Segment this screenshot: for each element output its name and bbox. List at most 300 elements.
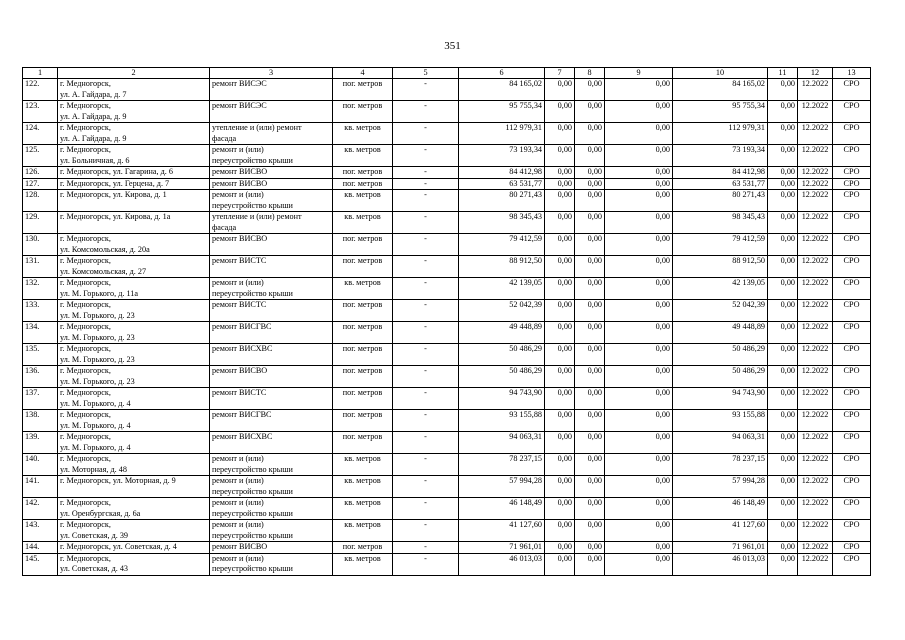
total-cost-cell: 79 412,59 <box>459 234 545 256</box>
fund-cost-cell: 0,00 <box>545 542 575 554</box>
regional-cost-cell: 0,00 <box>575 212 605 234</box>
other-cost-cell: 0,00 <box>768 322 798 344</box>
table-row <box>23 542 871 554</box>
work-type-cell <box>210 454 333 476</box>
address-cell-line: ул. Оренбургская, д. 6а <box>60 508 141 518</box>
regional-cost-cell: 0,00 <box>575 190 605 212</box>
address-cell <box>58 454 210 476</box>
deadline-cell: 12.2022 <box>798 498 833 520</box>
total-cost-cell: 80 271,43 <box>459 190 545 212</box>
fund-cost-cell: 0,00 <box>545 520 575 542</box>
local-cost-cell: 0,00 <box>605 278 673 300</box>
unit-cell: кв. метров <box>333 454 393 476</box>
volume-cell: - <box>393 212 459 234</box>
table-row <box>23 366 871 388</box>
fund-cost-cell: 0,00 <box>545 145 575 167</box>
address-cell-line: г. Медногорск, <box>60 145 111 154</box>
regional-cost-cell: 0,00 <box>575 388 605 410</box>
address-cell-line: ул. Моторная, д. 48 <box>60 464 127 474</box>
volume-cell: - <box>393 178 459 190</box>
local-cost-cell: 0,00 <box>605 123 673 145</box>
table-row <box>23 256 871 278</box>
row-number-cell: 124. <box>23 123 58 145</box>
deadline-cell: 12.2022 <box>798 553 833 575</box>
table-row <box>23 432 871 454</box>
owners-cost-cell: 79 412,59 <box>673 234 768 256</box>
method-cell: СРО <box>833 520 871 542</box>
work-type-cell-line: переустройство крыши <box>212 486 293 496</box>
unit-cell: кв. метров <box>333 498 393 520</box>
address-cell-line: ул. М. Горького, д. 23 <box>60 310 135 320</box>
address-cell <box>58 344 210 366</box>
fund-cost-cell: 0,00 <box>545 79 575 101</box>
address-cell-line: г. Медногорск, <box>60 79 111 88</box>
row-number-cell: 138. <box>23 410 58 432</box>
row-number-cell: 131. <box>23 256 58 278</box>
other-cost-cell: 0,00 <box>768 212 798 234</box>
work-type-cell-line: ремонт и (или) <box>212 190 264 199</box>
fund-cost-cell: 0,00 <box>545 256 575 278</box>
table-row <box>23 300 871 322</box>
address-cell-line: ул. М. Горького, д. 4 <box>60 442 131 452</box>
local-cost-cell: 0,00 <box>605 388 673 410</box>
other-cost-cell: 0,00 <box>768 344 798 366</box>
method-cell: СРО <box>833 190 871 212</box>
local-cost-cell: 0,00 <box>605 520 673 542</box>
volume-cell: - <box>393 167 459 179</box>
owners-cost-cell: 46 013,03 <box>673 553 768 575</box>
regional-cost-cell: 0,00 <box>575 322 605 344</box>
other-cost-cell: 0,00 <box>768 366 798 388</box>
regional-cost-cell: 0,00 <box>575 167 605 179</box>
owners-cost-cell: 95 755,34 <box>673 101 768 123</box>
table-body <box>23 79 871 576</box>
row-number-cell: 123. <box>23 101 58 123</box>
owners-cost-cell: 112 979,31 <box>673 123 768 145</box>
work-type-cell-line: ремонт ВИСЭС <box>212 101 267 110</box>
address-cell <box>58 300 210 322</box>
unit-cell: пог. метров <box>333 322 393 344</box>
owners-cost-cell: 94 063,31 <box>673 432 768 454</box>
method-cell: СРО <box>833 542 871 554</box>
deadline-cell: 12.2022 <box>798 212 833 234</box>
table-row <box>23 101 871 123</box>
address-cell-line: г. Медногорск, <box>60 366 111 375</box>
address-cell <box>58 167 210 179</box>
work-type-cell-line: ремонт ВИСХВС <box>212 344 273 353</box>
method-cell: СРО <box>833 256 871 278</box>
volume-cell: - <box>393 234 459 256</box>
volume-cell: - <box>393 410 459 432</box>
registry-table <box>22 67 871 576</box>
owners-cost-cell: 50 486,29 <box>673 344 768 366</box>
address-cell-line: г. Медногорск, <box>60 553 111 563</box>
total-cost-cell: 94 063,31 <box>459 432 545 454</box>
fund-cost-cell: 0,00 <box>545 278 575 300</box>
column-header-6: 6 <box>459 68 545 79</box>
column-number-header <box>23 68 871 79</box>
unit-cell: кв. метров <box>333 123 393 145</box>
column-header-11: 11 <box>768 68 798 79</box>
volume-cell: - <box>393 300 459 322</box>
unit-cell: кв. метров <box>333 520 393 542</box>
unit-cell: пог. метров <box>333 410 393 432</box>
owners-cost-cell: 71 961,01 <box>673 542 768 554</box>
work-type-cell-line: переустройство крыши <box>212 155 293 165</box>
row-number-cell: 134. <box>23 322 58 344</box>
address-cell-line: ул. М. Горького, д. 4 <box>60 420 131 430</box>
owners-cost-cell: 52 042,39 <box>673 300 768 322</box>
unit-cell: пог. метров <box>333 256 393 278</box>
work-type-cell <box>210 366 333 388</box>
work-type-cell-line: ремонт и (или) <box>212 454 264 463</box>
table-row <box>23 178 871 190</box>
owners-cost-cell: 93 155,88 <box>673 410 768 432</box>
fund-cost-cell: 0,00 <box>545 190 575 212</box>
address-cell <box>58 256 210 278</box>
deadline-cell: 12.2022 <box>798 123 833 145</box>
address-cell-line: г. Медногорск, <box>60 101 111 110</box>
address-cell <box>58 190 210 212</box>
volume-cell: - <box>393 476 459 498</box>
work-type-cell-line: ремонт ВИСТС <box>212 388 267 397</box>
work-type-cell-line: ремонт ВИСТС <box>212 300 267 309</box>
volume-cell: - <box>393 542 459 554</box>
address-cell-line: ул. А. Гайдара, д. 9 <box>60 133 127 143</box>
owners-cost-cell: 78 237,15 <box>673 454 768 476</box>
total-cost-cell: 84 412,98 <box>459 167 545 179</box>
total-cost-cell: 98 345,43 <box>459 212 545 234</box>
total-cost-cell: 63 531,77 <box>459 178 545 190</box>
method-cell: СРО <box>833 553 871 575</box>
other-cost-cell: 0,00 <box>768 145 798 167</box>
address-cell-line: г. Медногорск, <box>60 300 111 309</box>
other-cost-cell: 0,00 <box>768 300 798 322</box>
fund-cost-cell: 0,00 <box>545 212 575 234</box>
table-row <box>23 553 871 575</box>
address-cell-line: ул. Советская, д. 43 <box>60 564 129 573</box>
fund-cost-cell: 0,00 <box>545 344 575 366</box>
unit-cell: пог. метров <box>333 300 393 322</box>
method-cell: СРО <box>833 278 871 300</box>
total-cost-cell: 52 042,39 <box>459 300 545 322</box>
address-cell <box>58 498 210 520</box>
address-cell <box>58 212 210 234</box>
deadline-cell: 12.2022 <box>798 167 833 179</box>
deadline-cell: 12.2022 <box>798 476 833 498</box>
work-type-cell-line: ремонт ВИСГВС <box>212 410 272 419</box>
other-cost-cell: 0,00 <box>768 178 798 190</box>
volume-cell: - <box>393 145 459 167</box>
total-cost-cell: 78 237,15 <box>459 454 545 476</box>
deadline-cell: 12.2022 <box>798 256 833 278</box>
unit-cell: кв. метров <box>333 476 393 498</box>
address-cell-line: г. Медногорск, ул. Кирова, д. 1а <box>60 212 171 221</box>
local-cost-cell: 0,00 <box>605 476 673 498</box>
regional-cost-cell: 0,00 <box>575 101 605 123</box>
table-row <box>23 79 871 101</box>
work-type-cell-line: ремонт и (или) <box>212 498 264 507</box>
owners-cost-cell: 98 345,43 <box>673 212 768 234</box>
work-type-cell-line: ремонт и (или) <box>212 145 264 154</box>
local-cost-cell: 0,00 <box>605 432 673 454</box>
row-number-cell: 122. <box>23 79 58 101</box>
local-cost-cell: 0,00 <box>605 178 673 190</box>
other-cost-cell: 0,00 <box>768 476 798 498</box>
owners-cost-cell: 63 531,77 <box>673 178 768 190</box>
owners-cost-cell: 49 448,89 <box>673 322 768 344</box>
column-header-7: 7 <box>545 68 575 79</box>
other-cost-cell: 0,00 <box>768 498 798 520</box>
unit-cell: пог. метров <box>333 178 393 190</box>
volume-cell: - <box>393 498 459 520</box>
table-row <box>23 234 871 256</box>
work-type-cell-line: переустройство крыши <box>212 464 293 474</box>
row-number-cell: 144. <box>23 542 58 554</box>
deadline-cell: 12.2022 <box>798 190 833 212</box>
unit-cell: кв. метров <box>333 553 393 575</box>
method-cell: СРО <box>833 123 871 145</box>
deadline-cell: 12.2022 <box>798 542 833 554</box>
local-cost-cell: 0,00 <box>605 366 673 388</box>
address-cell-line: ул. Советская, д. 39 <box>60 530 129 540</box>
work-type-cell-line: ремонт ВИСГВС <box>212 322 272 331</box>
work-type-cell-line: ремонт ВИСТС <box>212 256 267 265</box>
fund-cost-cell: 0,00 <box>545 322 575 344</box>
other-cost-cell: 0,00 <box>768 520 798 542</box>
volume-cell: - <box>393 123 459 145</box>
regional-cost-cell: 0,00 <box>575 300 605 322</box>
address-cell-line: г. Медногорск, <box>60 344 111 353</box>
column-header-10: 10 <box>673 68 768 79</box>
address-cell <box>58 178 210 190</box>
unit-cell: пог. метров <box>333 344 393 366</box>
method-cell: СРО <box>833 212 871 234</box>
address-cell <box>58 278 210 300</box>
work-type-cell <box>210 300 333 322</box>
regional-cost-cell: 0,00 <box>575 256 605 278</box>
work-type-cell <box>210 79 333 101</box>
address-cell-line: г. Медногорск, ул. Кирова, д. 1 <box>60 190 167 199</box>
address-cell <box>58 101 210 123</box>
fund-cost-cell: 0,00 <box>545 476 575 498</box>
work-type-cell-line: ремонт ВИСВО <box>212 178 268 188</box>
fund-cost-cell: 0,00 <box>545 432 575 454</box>
local-cost-cell: 0,00 <box>605 79 673 101</box>
other-cost-cell: 0,00 <box>768 454 798 476</box>
table-row <box>23 123 871 145</box>
local-cost-cell: 0,00 <box>605 344 673 366</box>
local-cost-cell: 0,00 <box>605 256 673 278</box>
address-cell <box>58 388 210 410</box>
deadline-cell: 12.2022 <box>798 145 833 167</box>
volume-cell: - <box>393 432 459 454</box>
regional-cost-cell: 0,00 <box>575 553 605 575</box>
method-cell: СРО <box>833 454 871 476</box>
regional-cost-cell: 0,00 <box>575 476 605 498</box>
other-cost-cell: 0,00 <box>768 167 798 179</box>
address-cell-line: ул. М. Горького, д. 4 <box>60 398 131 408</box>
work-type-cell <box>210 542 333 554</box>
work-type-cell <box>210 123 333 145</box>
address-cell-line: ул. М. Горького, д. 23 <box>60 376 135 386</box>
method-cell: СРО <box>833 234 871 256</box>
deadline-cell: 12.2022 <box>798 388 833 410</box>
address-cell-line: ул. Комсомольская, д. 27 <box>60 266 147 276</box>
address-cell-line: г. Медногорск, <box>60 234 111 243</box>
row-number-cell: 125. <box>23 145 58 167</box>
other-cost-cell: 0,00 <box>768 256 798 278</box>
table-row <box>23 498 871 520</box>
work-type-cell-line: переустройство крыши <box>212 564 293 573</box>
method-cell: СРО <box>833 410 871 432</box>
address-cell <box>58 79 210 101</box>
work-type-cell-line: переустройство крыши <box>212 508 293 518</box>
deadline-cell: 12.2022 <box>798 344 833 366</box>
address-cell-line: г. Медногорск, <box>60 498 111 507</box>
volume-cell: - <box>393 520 459 542</box>
fund-cost-cell: 0,00 <box>545 101 575 123</box>
address-cell-line: ул. Больничная, д. 6 <box>60 155 130 165</box>
row-number-cell: 136. <box>23 366 58 388</box>
work-type-cell-line: ремонт ВИСВО <box>212 366 268 375</box>
volume-cell: - <box>393 190 459 212</box>
other-cost-cell: 0,00 <box>768 79 798 101</box>
table-row <box>23 145 871 167</box>
work-type-cell <box>210 432 333 454</box>
regional-cost-cell: 0,00 <box>575 366 605 388</box>
work-type-cell-line: ремонт ВИСХВС <box>212 432 273 441</box>
fund-cost-cell: 0,00 <box>545 366 575 388</box>
regional-cost-cell: 0,00 <box>575 145 605 167</box>
volume-cell: - <box>393 101 459 123</box>
work-type-cell <box>210 498 333 520</box>
regional-cost-cell: 0,00 <box>575 542 605 554</box>
address-cell-line: г. Медногорск, ул. Советская, д. 4 <box>60 542 177 551</box>
volume-cell: - <box>393 256 459 278</box>
fund-cost-cell: 0,00 <box>545 553 575 575</box>
work-type-cell <box>210 234 333 256</box>
address-cell <box>58 410 210 432</box>
address-cell <box>58 520 210 542</box>
work-type-cell <box>210 256 333 278</box>
work-type-cell <box>210 344 333 366</box>
unit-cell: пог. метров <box>333 366 393 388</box>
local-cost-cell: 0,00 <box>605 212 673 234</box>
column-header-4: 4 <box>333 68 393 79</box>
fund-cost-cell: 0,00 <box>545 123 575 145</box>
table-row <box>23 520 871 542</box>
owners-cost-cell: 80 271,43 <box>673 190 768 212</box>
address-cell <box>58 476 210 498</box>
local-cost-cell: 0,00 <box>605 410 673 432</box>
unit-cell: пог. метров <box>333 234 393 256</box>
table-row <box>23 322 871 344</box>
row-number-cell: 133. <box>23 300 58 322</box>
row-number-cell: 145. <box>23 553 58 575</box>
other-cost-cell: 0,00 <box>768 278 798 300</box>
method-cell: СРО <box>833 498 871 520</box>
deadline-cell: 12.2022 <box>798 278 833 300</box>
row-number-cell: 130. <box>23 234 58 256</box>
row-number-cell: 140. <box>23 454 58 476</box>
regional-cost-cell: 0,00 <box>575 498 605 520</box>
regional-cost-cell: 0,00 <box>575 79 605 101</box>
row-number-cell: 137. <box>23 388 58 410</box>
address-cell-line: г. Медногорск, <box>60 123 111 132</box>
work-type-cell-line: переустройство крыши <box>212 288 293 298</box>
total-cost-cell: 50 486,29 <box>459 366 545 388</box>
address-cell <box>58 145 210 167</box>
deadline-cell: 12.2022 <box>798 454 833 476</box>
work-type-cell-line: ремонт и (или) <box>212 553 264 563</box>
work-type-cell-line: утепление и (или) ремонт <box>212 123 302 132</box>
owners-cost-cell: 46 148,49 <box>673 498 768 520</box>
volume-cell: - <box>393 454 459 476</box>
address-cell-line: г. Медногорск, <box>60 388 111 397</box>
deadline-cell: 12.2022 <box>798 101 833 123</box>
table-row <box>23 190 871 212</box>
volume-cell: - <box>393 553 459 575</box>
local-cost-cell: 0,00 <box>605 553 673 575</box>
total-cost-cell: 112 979,31 <box>459 123 545 145</box>
local-cost-cell: 0,00 <box>605 498 673 520</box>
owners-cost-cell: 57 994,28 <box>673 476 768 498</box>
volume-cell: - <box>393 322 459 344</box>
other-cost-cell: 0,00 <box>768 123 798 145</box>
regional-cost-cell: 0,00 <box>575 520 605 542</box>
deadline-cell: 12.2022 <box>798 234 833 256</box>
row-number-cell: 135. <box>23 344 58 366</box>
row-number-cell: 126. <box>23 167 58 179</box>
other-cost-cell: 0,00 <box>768 410 798 432</box>
column-header-13: 13 <box>833 68 871 79</box>
column-header-12: 12 <box>798 68 833 79</box>
total-cost-cell: 41 127,60 <box>459 520 545 542</box>
regional-cost-cell: 0,00 <box>575 234 605 256</box>
work-type-cell <box>210 101 333 123</box>
row-number-cell: 127. <box>23 178 58 190</box>
deadline-cell: 12.2022 <box>798 322 833 344</box>
owners-cost-cell: 88 912,50 <box>673 256 768 278</box>
regional-cost-cell: 0,00 <box>575 410 605 432</box>
unit-cell: пог. метров <box>333 79 393 101</box>
address-cell-line: г. Медногорск, <box>60 256 111 265</box>
work-type-cell-line: ремонт ВИСВО <box>212 167 268 176</box>
deadline-cell: 12.2022 <box>798 300 833 322</box>
fund-cost-cell: 0,00 <box>545 234 575 256</box>
work-type-cell-line: ремонт ВИСЭС <box>212 79 267 88</box>
work-type-cell <box>210 178 333 190</box>
page-number: 351 <box>444 40 461 52</box>
other-cost-cell: 0,00 <box>768 388 798 410</box>
total-cost-cell: 71 961,01 <box>459 542 545 554</box>
deadline-cell: 12.2022 <box>798 79 833 101</box>
volume-cell: - <box>393 344 459 366</box>
local-cost-cell: 0,00 <box>605 145 673 167</box>
total-cost-cell: 49 448,89 <box>459 322 545 344</box>
address-cell <box>58 542 210 554</box>
table-row <box>23 167 871 179</box>
local-cost-cell: 0,00 <box>605 101 673 123</box>
volume-cell: - <box>393 79 459 101</box>
deadline-cell: 12.2022 <box>798 520 833 542</box>
fund-cost-cell: 0,00 <box>545 454 575 476</box>
deadline-cell: 12.2022 <box>798 366 833 388</box>
work-type-cell <box>210 212 333 234</box>
work-type-cell-line: переустройство крыши <box>212 200 293 210</box>
total-cost-cell: 73 193,34 <box>459 145 545 167</box>
